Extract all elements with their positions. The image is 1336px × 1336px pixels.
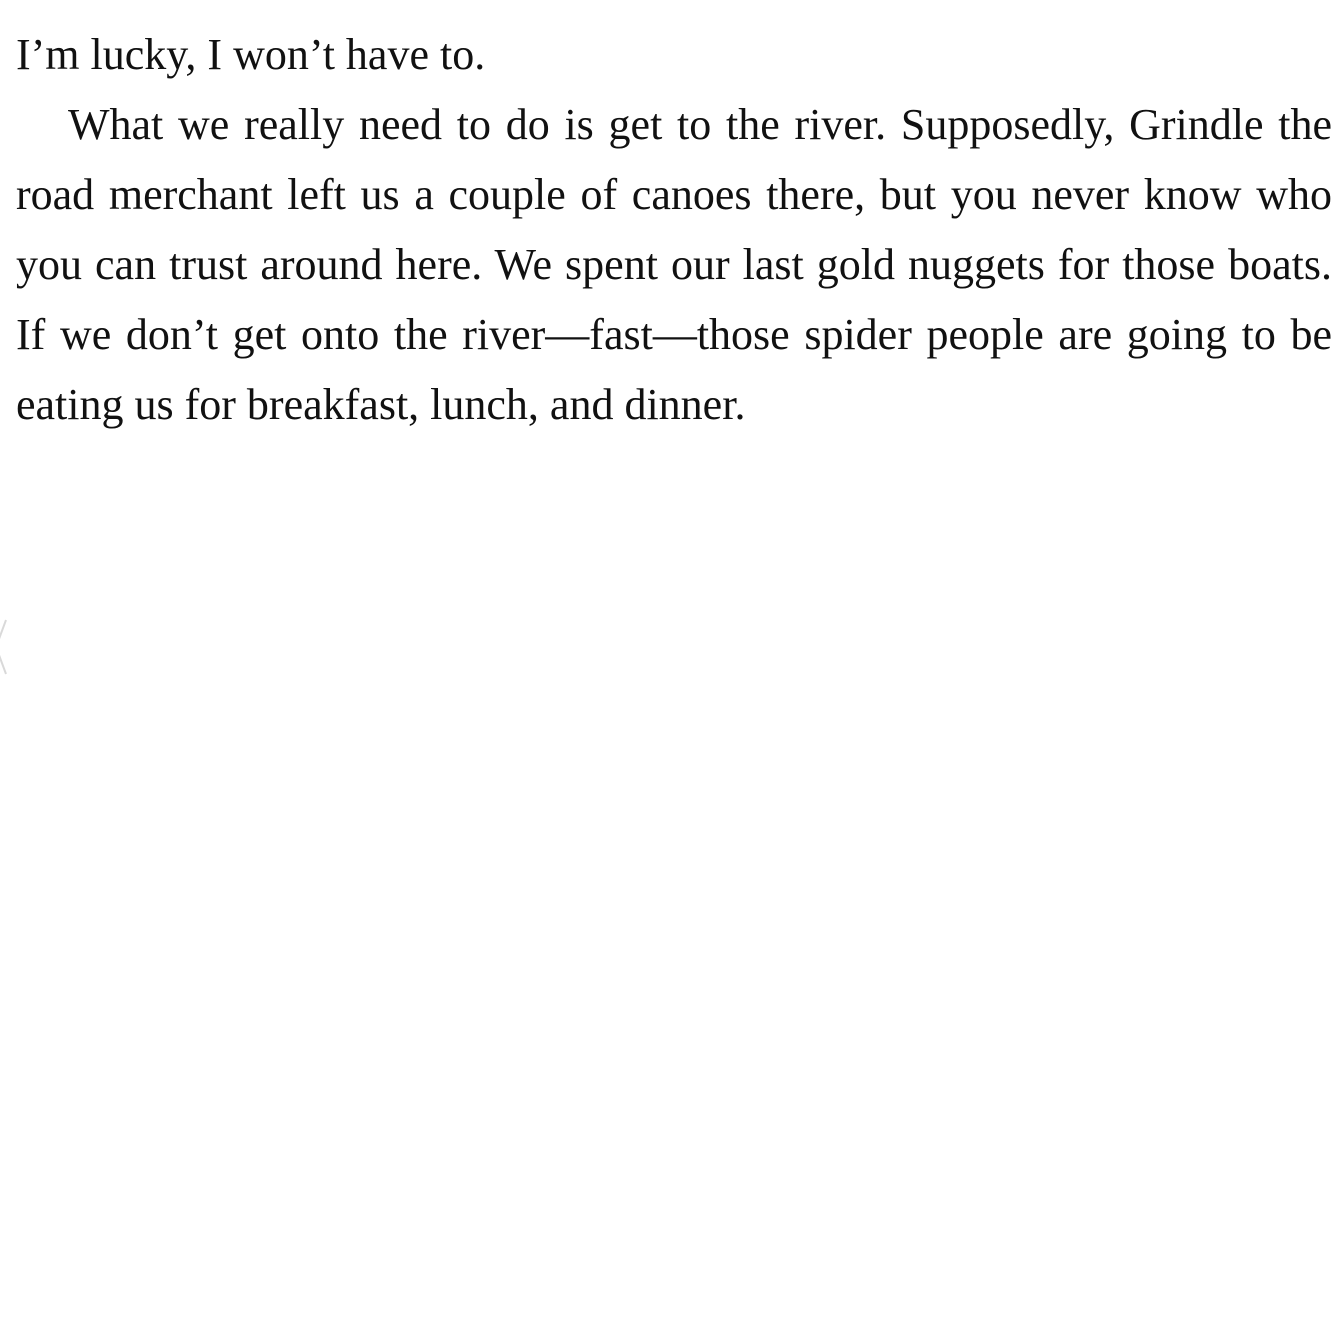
reader-page [16, 20, 1332, 440]
chevron-left-icon [0, 618, 8, 676]
paragraph-continuation: I’m lucky, I won’t have to. [16, 30, 486, 79]
previous-page-button[interactable] [0, 618, 8, 676]
paragraph: What we really need to do is get to the river. Supposedly, Grindle the road merchant left us a couple of canoes there, but you never know who you can trust around here. We spent our last gold nuggets for those boats. If we don’t get onto the river—fast—those spider people are going to be eating us for breakfast, lunch, and dinner. [16, 100, 1332, 429]
